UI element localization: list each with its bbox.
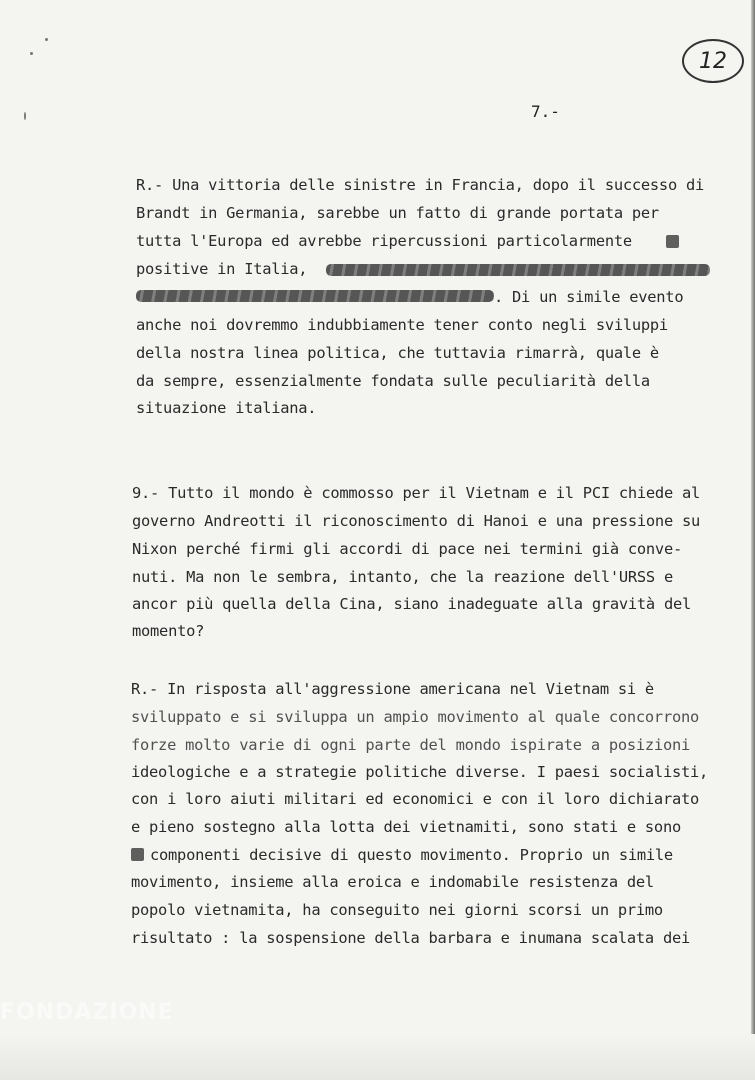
answer-8-line-7: della nostra linea politica, che tuttavia rimarrà, quale è bbox=[136, 344, 659, 362]
answer-9-line-9: popolo vietnamita, ha conseguito nei giorni scorsi un primo bbox=[131, 901, 663, 919]
question-9-line-1: 9.- Tutto il mondo è commosso per il Vietnam e il PCI chiede al bbox=[132, 484, 701, 502]
page-number: 7.- bbox=[531, 102, 560, 121]
redaction-mark bbox=[131, 848, 144, 861]
archive-watermark: FONDAZIONE bbox=[0, 1000, 174, 1025]
answer-8-line-3: tutta l'Europa ed avrebbe ripercussioni particolarmente bbox=[136, 232, 632, 250]
answer-9-line-2: sviluppato e si sviluppa un ampio movimento al quale concorrono bbox=[131, 708, 700, 726]
paper-speck bbox=[45, 38, 48, 41]
answer-9-line-10: risultato : la sospensione della barbara e inumana scalata dei bbox=[131, 929, 690, 947]
handwritten-page-stamp: 12 bbox=[682, 39, 744, 83]
page-edge-shadow bbox=[751, 0, 755, 1080]
answer-9-line-7: componenti decisive di questo movimento. Proprio un simile bbox=[150, 846, 673, 864]
answer-8-line-6: anche noi dovremmo indubbiamente tener conto negli sviluppi bbox=[136, 316, 668, 334]
paper-speck bbox=[24, 112, 26, 120]
question-9-line-2: governo Andreotti il riconoscimento di Hanoi e una pressione su bbox=[132, 512, 701, 530]
answer-9-line-6: e pieno sostegno alla lotta dei vietnamiti, sono stati e sono bbox=[131, 818, 681, 836]
answer-9-line-1: R.- In risposta all'aggressione americana nel Vietnam si è bbox=[131, 680, 654, 698]
answer-8-line-8: da sempre, essenzialmente fondata sulle peculiarità della bbox=[136, 372, 650, 390]
question-9-line-3: Nixon perché firmi gli accordi di pace nei termini già conve- bbox=[132, 540, 682, 558]
question-9-line-4: nuti. Ma non le sembra, intanto, che la reazione dell'URSS e bbox=[132, 568, 673, 586]
answer-8-line-2: Brandt in Germania, sarebbe un fatto di grande portata per bbox=[136, 204, 659, 222]
redaction-strike bbox=[136, 290, 494, 302]
answer-9-line-4: ideologiche e a strategie politiche diverse. I paesi socialisti, bbox=[131, 763, 709, 781]
redaction-strike bbox=[326, 264, 710, 276]
answer-8-line-4: positive in Italia, bbox=[136, 260, 308, 278]
question-9-line-6: momento? bbox=[132, 622, 205, 640]
answer-8-line-5: . Di un simile evento bbox=[494, 288, 684, 306]
answer-9-line-3: forze molto varie di ogni parte del mondo ispirate a posizioni bbox=[131, 736, 690, 754]
question-9-line-5: ancor più quella della Cina, siano inadeguate alla gravità del bbox=[132, 595, 691, 613]
paper-speck bbox=[30, 52, 33, 55]
answer-9-line-5: con i loro aiuti militari ed economici e con il loro dichiarato bbox=[131, 790, 700, 808]
page-bottom-shade bbox=[0, 1034, 755, 1080]
redaction-mark bbox=[666, 235, 679, 248]
answer-8-line-1: R.- Una vittoria delle sinistre in Francia, dopo il successo di bbox=[136, 176, 705, 194]
answer-8-line-9: situazione italiana. bbox=[136, 399, 317, 417]
answer-9-line-8: movimento, insieme alla eroica e indomabile resistenza del bbox=[131, 873, 654, 891]
